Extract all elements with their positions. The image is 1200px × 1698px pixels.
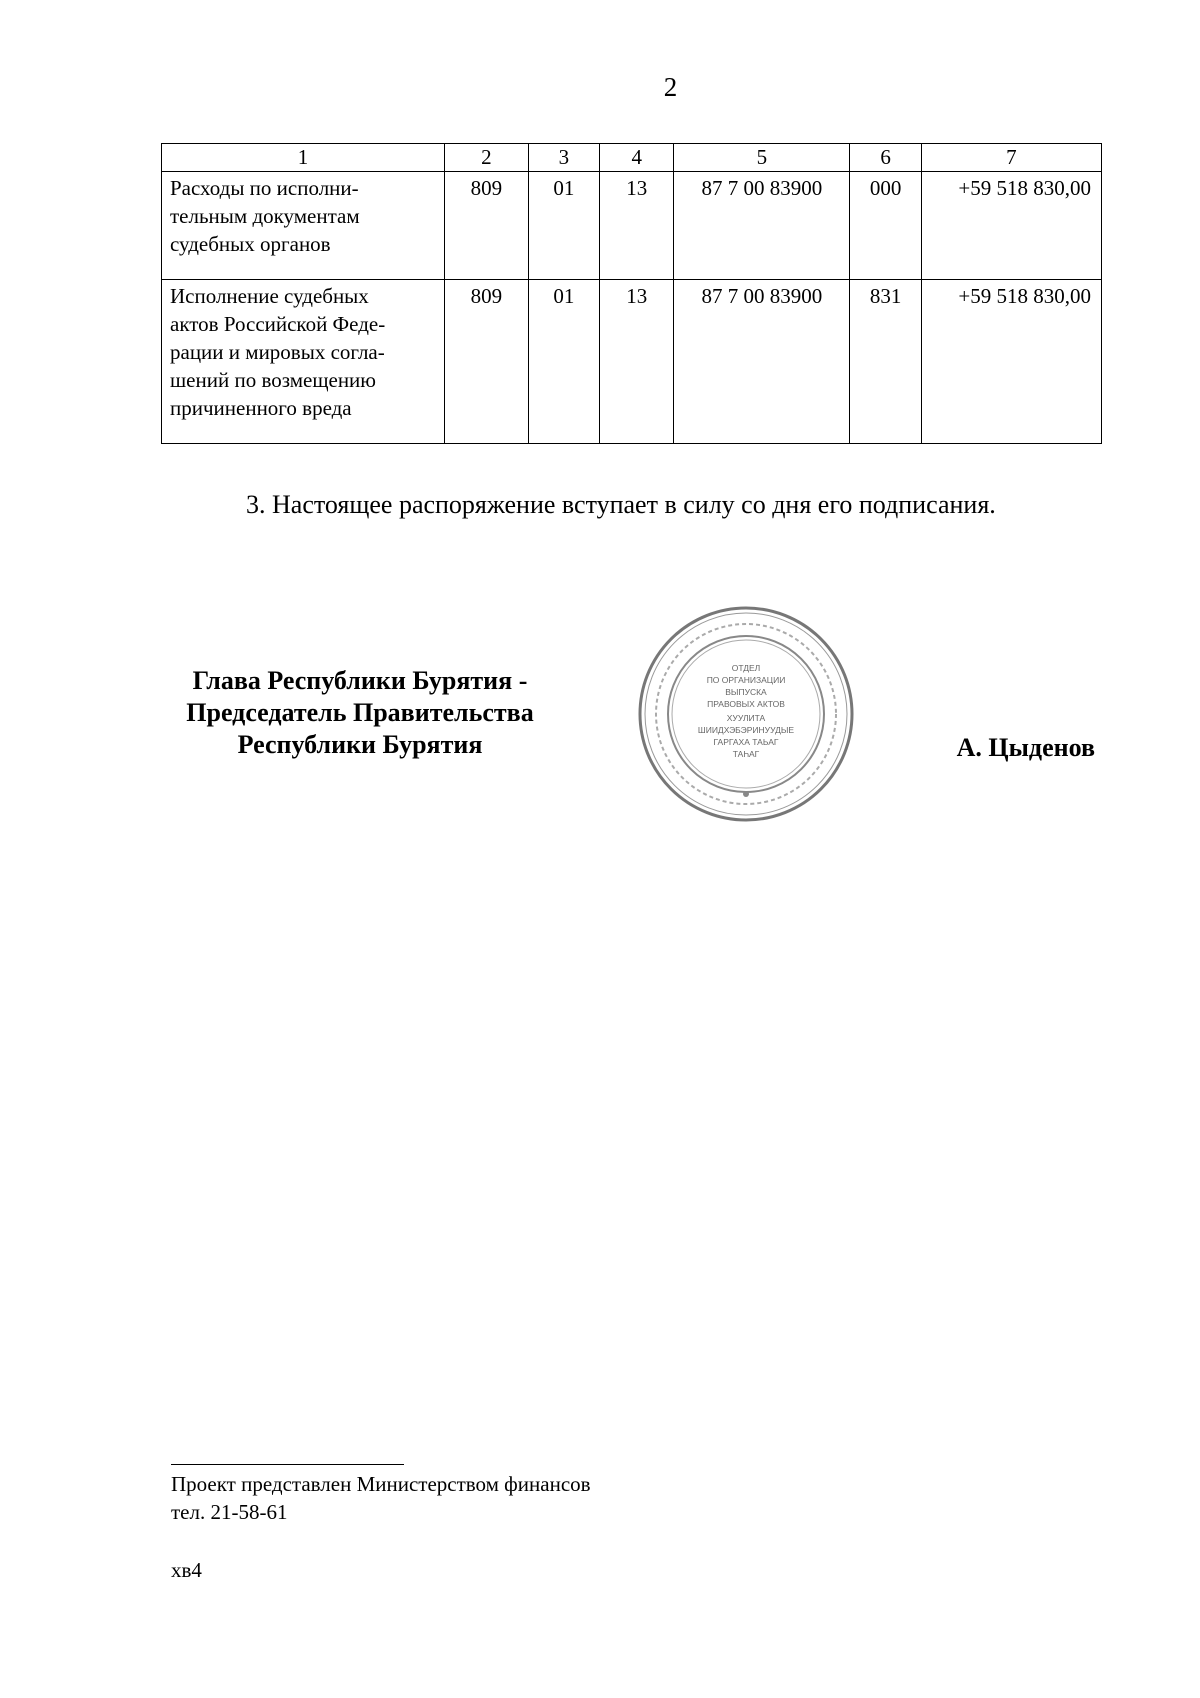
budget-table — [161, 143, 1102, 444]
svg-text:ВЫПУСКА: ВЫПУСКА — [725, 687, 767, 697]
column-header: 7 — [921, 144, 1101, 172]
row-name-line: Расходы по исполни- — [170, 176, 359, 200]
amount-cell: +59 518 830,00 — [921, 172, 1101, 280]
footer-phone: тел. 21-58-61 — [171, 1500, 288, 1524]
column-header: 4 — [600, 144, 674, 172]
clause-text: 3. Настоящее распоряжение вступает в силу со дня его подписания. — [246, 490, 996, 519]
column-header: 5 — [674, 144, 850, 172]
table-header-row — [162, 144, 1102, 172]
row-name-line: шений по возмещению — [170, 368, 376, 392]
row-name-line: актов Российской Феде- — [170, 312, 386, 336]
svg-text:ГАРГАХА ТАЬАГ: ГАРГАХА ТАЬАГ — [713, 737, 779, 747]
footer-code: хв4 — [171, 1558, 202, 1582]
signatory-title-line: Глава Республики Бурятия - — [192, 666, 528, 695]
row-name-line: причиненного вреда — [170, 396, 352, 420]
target-article-cell: 87 7 00 83900 — [674, 280, 850, 444]
amount-cell: +59 518 830,00 — [921, 280, 1101, 444]
column-header: 2 — [444, 144, 528, 172]
row-name-line: тельным документам — [170, 204, 360, 228]
expense-type-cell: 831 — [850, 280, 921, 444]
expense-type-cell: 000 — [850, 172, 921, 280]
column-header: 3 — [528, 144, 599, 172]
row-name-cell — [162, 172, 445, 280]
ministry-code-cell: 809 — [444, 280, 528, 444]
page-number: 2 — [663, 72, 678, 102]
svg-text:ШИИДХЭБЭРИНУУДЫЕ: ШИИДХЭБЭРИНУУДЫЕ — [697, 725, 795, 735]
footnote-divider — [171, 1464, 404, 1465]
column-header: 1 — [162, 144, 445, 172]
target-article-cell: 87 7 00 83900 — [674, 172, 850, 280]
row-name-line: рации и мировых согла- — [170, 340, 385, 364]
subsection-code-cell: 13 — [600, 280, 674, 444]
signatory-title-line: Республики Бурятия — [237, 730, 483, 759]
row-name-cell — [162, 280, 445, 444]
subsection-code-cell: 13 — [600, 172, 674, 280]
row-name-line: судебных органов — [170, 232, 331, 256]
section-code-cell: 01 — [528, 172, 599, 280]
table-row — [162, 172, 1102, 280]
official-stamp — [636, 604, 856, 824]
svg-text:ПО ОРГАНИЗАЦИИ: ПО ОРГАНИЗАЦИИ — [706, 675, 786, 685]
column-header: 6 — [850, 144, 921, 172]
section-code-cell: 01 — [528, 280, 599, 444]
footer-prepared-by: Проект представлен Министерством финансов — [171, 1472, 591, 1496]
table-row — [162, 280, 1102, 444]
svg-text:ПРАВОВЫХ АКТОВ: ПРАВОВЫХ АКТОВ — [707, 699, 785, 709]
svg-text:ХУУЛИТА: ХУУЛИТА — [726, 713, 766, 723]
signatory-name: А. Цыденов — [956, 733, 1095, 762]
ministry-code-cell: 809 — [444, 172, 528, 280]
signatory-title — [150, 665, 570, 761]
row-name-line: Исполнение судебных — [170, 284, 369, 308]
signatory-title-line: Председатель Правительства — [186, 698, 534, 727]
svg-text:ТАҺАГ: ТАҺАГ — [732, 749, 760, 759]
svg-text:ОТДЕЛ: ОТДЕЛ — [731, 663, 761, 673]
